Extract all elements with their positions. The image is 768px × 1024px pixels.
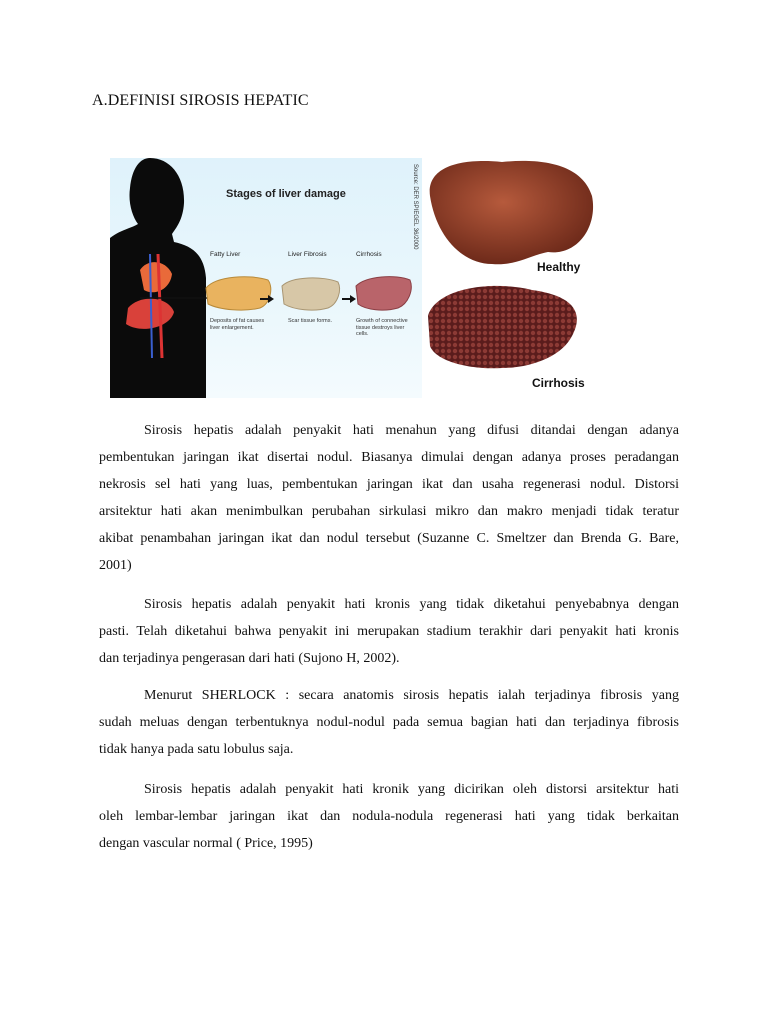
text-line: tidak hanya pada satu lobulus saja. bbox=[99, 742, 294, 757]
text-line: sudah meluas dengan terbentuknya nodul-nodul pada semua bagian hati dan terjadinya fibrosis bbox=[99, 715, 679, 730]
paragraph bbox=[99, 776, 679, 857]
cirrhosis-label: Cirrhosis bbox=[532, 376, 585, 390]
healthy-label: Healthy bbox=[537, 260, 581, 274]
text-line: arsitektur hati akan menimbulkan perubahan sirkulasi mikro dan makro menjadi tidak teratur bbox=[99, 504, 679, 519]
text-line: Menurut SHERLOCK : secara anatomis sirosis hepatis ialah terjadinya fibrosis yang bbox=[144, 688, 679, 703]
stages-infographic bbox=[110, 158, 422, 398]
paragraph bbox=[99, 682, 679, 763]
text-line: Sirosis hepatis adalah penyakit hati menahun yang difusi ditandai dengan adanya bbox=[144, 423, 679, 438]
cirrhosis-liver-image bbox=[428, 286, 577, 368]
text-line: nekrosis sel hati yang luas, pembentukan jaringan ikat dan usaha regenerasi nodul. Distorsi bbox=[99, 477, 679, 492]
text-line: pasti. Telah diketahui bahwa penyakit ini merupakan stadium terakhir dari penyakit hati kronis bbox=[99, 624, 679, 639]
text-line: oleh lembar-lembar jaringan ikat dan nodula-nodula regenerasi hati yang tidak berkaitan bbox=[99, 809, 679, 824]
stage-label: Cirrhosis bbox=[356, 251, 382, 258]
stage-label: Liver Fibrosis bbox=[288, 251, 327, 258]
paragraph bbox=[99, 591, 679, 672]
paragraph bbox=[99, 417, 679, 579]
liver-damage-figure bbox=[110, 156, 600, 401]
text-line: dan terjadinya pengerasan dari hati (Sujono H, 2002). bbox=[99, 651, 400, 666]
liver-photos bbox=[422, 156, 600, 401]
figure-source: Source: DER SPIEGEL 36/2000 bbox=[412, 164, 418, 250]
stage-description: Growth of connective tissue destroys liver cells. bbox=[356, 318, 408, 338]
stage-label: Fatty Liver bbox=[210, 251, 241, 258]
stage-description: Deposits of fat causes liver enlargement. bbox=[210, 318, 265, 331]
infographic-title: Stages of liver damage bbox=[226, 188, 346, 200]
healthy-liver-image bbox=[430, 161, 593, 264]
section-heading: A.DEFINISI SIROSIS HEPATIC bbox=[92, 92, 309, 109]
stage-description: Scar tissue forms. bbox=[288, 318, 333, 324]
text-line: dengan vascular normal ( Price, 1995) bbox=[99, 836, 313, 851]
text-line: Sirosis hepatis adalah penyakit hati kronik yang dicirikan oleh distorsi arsitektur hati bbox=[144, 782, 679, 797]
text-line: 2001) bbox=[99, 558, 132, 573]
text-line: akibat penambahan jaringan ikat dan nodul tersebut (Suzanne C. Smeltzer dan Brenda G. Bare, bbox=[99, 531, 679, 546]
text-line: Sirosis hepatis adalah penyakit hati kronis yang tidak diketahui penyebabnya dengan bbox=[144, 597, 679, 612]
text-line: pembentukan jaringan ikat disertai nodul. Biasanya dimulai dengan adanya proses peradangan bbox=[99, 450, 679, 465]
